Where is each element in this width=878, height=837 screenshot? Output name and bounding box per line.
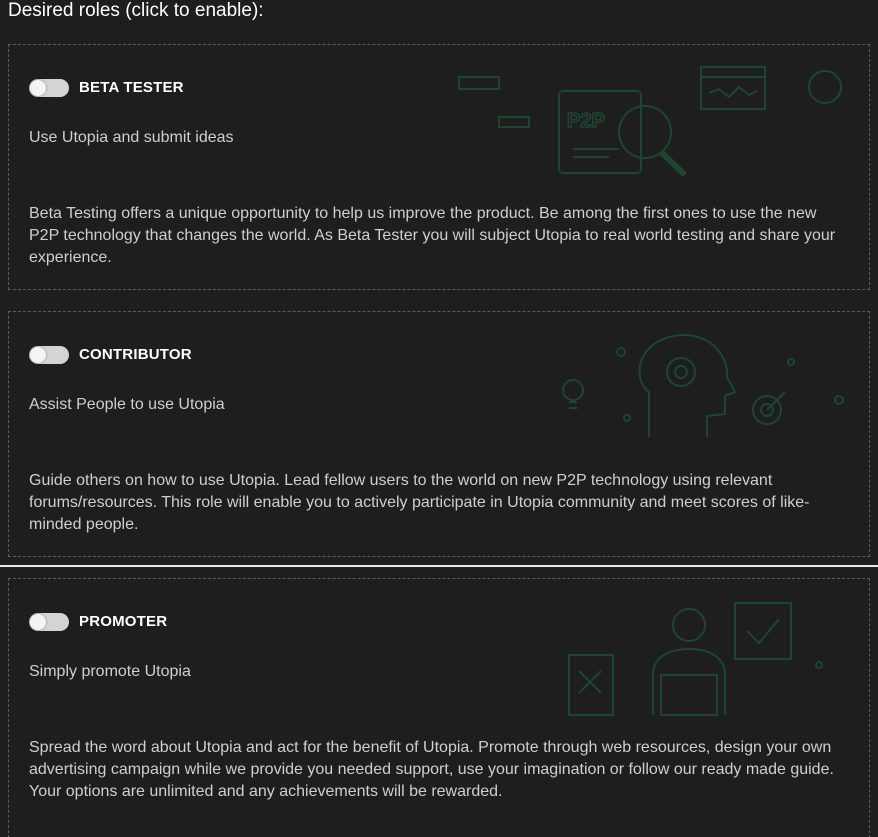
role-summary-beta-tester: Use Utopia and submit ideas [29,129,234,146]
contributor-toggle[interactable] [29,346,69,364]
beta-tester-toggle[interactable] [29,79,69,97]
role-summary-promoter: Simply promote Utopia [29,663,191,680]
head-gear-icon [539,322,859,452]
toggle-knob [30,614,46,630]
role-title-beta-tester: BETA TESTER [79,79,184,96]
p2p-label: P2P [567,110,605,132]
role-title-contributor: CONTRIBUTOR [79,346,192,363]
p2p-magnifier-icon [439,57,859,197]
promoter-toggle[interactable] [29,613,69,631]
toggle-knob [30,347,46,363]
section-heading: Desired roles (click to enable): [8,0,264,21]
role-description-promoter: Spread the word about Utopia and act for the benefit of Utopia. Promote through web resources, design your own advertising campaign while we provide you needed support, use your imagination or follow our ready made guide. Your options are unlimited and any achievements will be rewarded. [29,739,834,800]
toggle-knob [30,80,46,96]
role-card-promoter[interactable] [8,578,870,837]
role-card-contributor[interactable] [8,311,870,557]
section-separator [0,565,878,567]
role-title-promoter: PROMOTER [79,613,168,630]
role-description-beta-tester: Beta Testing offers a unique opportunity to help us improve the product. Be among the first ones to use the new P2P technology that changes the world. As Beta Tester you will subject Utopia to real world testing and share your experience. [29,205,836,266]
role-card-beta-tester[interactable] [8,44,870,290]
role-summary-contributor: Assist People to use Utopia [29,396,225,413]
role-description-contributor: Guide others on how to use Utopia. Lead fellow users to the world on new P2P technology using relevant forums/resources. This role will enable you to actively participate in Utopia community and meet scores of like-minded people. [29,472,810,533]
person-laptop-icon [549,595,849,735]
